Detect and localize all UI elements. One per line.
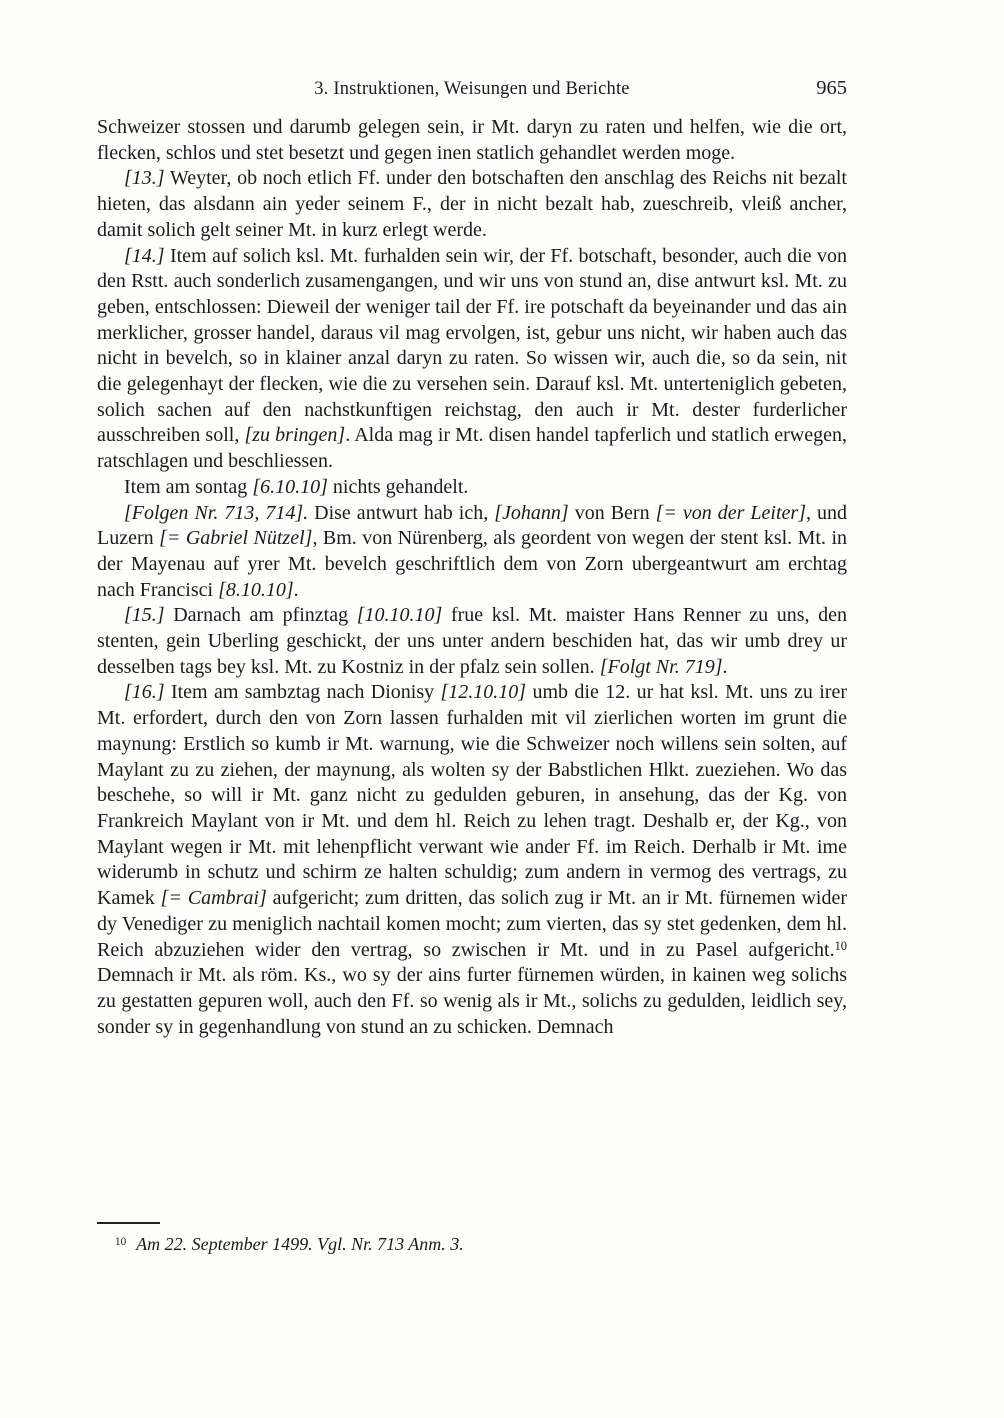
text-run: Demnach ir Mt. als röm. Ks., wo sy der ains furter fürnemen würden, in kainen weg solichs zu gestatten gepuren woll, auch den Ff. so wenig als ir Mt., solichs zu gedulden, leidlich sey, sonder sy in gegenhandlung von stund an zu schicken. Demnach: [97, 964, 847, 1038]
editorial-insertion: [12.10.10]: [440, 681, 527, 704]
text-run: Schweizer stossen und darumb gelegen sein, ir Mt. daryn zu raten und helfen, wie die ort, flecken, schlos und stet besetzt und gegen inen statlich gehandlet werden moge.: [97, 116, 847, 164]
text-run: Dise antwurt hab ich,: [308, 501, 495, 524]
text-run: von Bern: [568, 501, 656, 524]
editorial-insertion: [14.]: [124, 244, 165, 267]
footnote-marker: 10: [115, 1235, 127, 1248]
paragraph: [97, 115, 847, 166]
paragraph: [97, 680, 847, 1040]
editorial-insertion: [= Gabriel Nützel]: [159, 527, 313, 550]
footnote-block: [97, 1222, 847, 1256]
editorial-insertion: [10.10.10]: [356, 604, 443, 627]
editorial-insertion: [Folgt Nr. 719]: [599, 655, 723, 678]
editorial-insertion: [= von der Leiter]: [655, 501, 806, 524]
editorial-insertion: [8.10.10]: [218, 578, 294, 601]
footnote-text: Am 22. September 1499. Vgl. Nr. 713 Anm. 3.: [136, 1234, 464, 1254]
page-number: 965: [816, 77, 847, 99]
text-run: Weyter, ob noch etlich Ff. under den botschaften den anschlag des Reichs nit bezalt hieten, das alsdann ain yeder seinem F., der in nicht bezalt hab, zueschreib, vleiß ancher, damit solich gelt seiner Mt. in kurz erlegt werde.: [97, 167, 847, 241]
paragraph: [97, 166, 847, 243]
body-text: [97, 115, 847, 1040]
editorial-insertion: [13.]: [124, 167, 165, 190]
editorial-insertion: [= Cambrai]: [160, 887, 267, 910]
text-run: nichts gehandelt.: [327, 475, 469, 498]
text-run: , Bm. von Nürenberg, als geordent von wegen der stent ksl. Mt. in der Mayenau auf yrer Mt. bevelch geschriftlich dem von Zorn ubergeantwurt am erchtag nach Francisci: [97, 527, 847, 601]
editorial-insertion: [Johann]: [494, 501, 569, 524]
paragraph: [97, 475, 847, 501]
text-run: .: [293, 578, 299, 601]
text-run: . Alda mag ir Mt. disen handel tapferlich und statlich erwegen, ratschlagen und beschliessen.: [97, 424, 847, 473]
text-run: frue ksl. Mt. maister Hans Renner zu uns, den stenten, gein Uberling geschickt, der uns unter andern beschiden hat, das wir umb drey ur desselben tags bey ksl. Mt. zu Kostniz in der pfalz sein sollen.: [97, 604, 848, 678]
editorial-insertion: [Folgen Nr. 713, 714].: [124, 501, 309, 524]
paragraph: [97, 501, 847, 604]
footnote-separator: [97, 1222, 160, 1224]
text-run: Item am sontag: [124, 475, 253, 498]
paragraph: [97, 603, 847, 680]
text-run: Item am sambztag nach Dionisy: [164, 681, 441, 704]
footnote-reference: 10: [834, 938, 847, 953]
text-run: umb die 12. ur hat ksl. Mt. uns zu irer Mt. erfordert, durch den von Zorn lassen furhalden mit vil zierlichen worten im grunt die maynung: Erstlich so kumb ir Mt. warnung, wie die Schweizer noch willens sein solten, auf Maylant zu zu ziehen, der maynung, als wolten sy der Babstlichen Hlkt. zueziehen. Wo das beschehe, so will ir Mt. ganz nicht zu gedulden geburen, in ansehung, das der Kg. von Frankreich Maylant von ir Mt. und dem hl. Reich zu lehen tragt. Deshalb er, der Kg., von Maylant wegen ir Mt. mit lehenpflicht verwant wie ander Ff. im Reich. Derhalb ir Mt. ime widerumb in schutz und schirm ze halten schuldig; zum andern in vermog des vertrags, zu Kamek: [97, 681, 847, 910]
editorial-insertion: [6.10.10]: [252, 475, 328, 498]
text-run: Darnach am pfinztag: [164, 604, 357, 627]
running-header: [97, 79, 847, 105]
footnote: [97, 1232, 847, 1256]
text-run: Item auf solich ksl. Mt. furhalden sein wir, der Ff. botschaft, besonder, auch die von den Rstt. auch sonderlich zusamengangen, und wir uns von stund an, dise antwurt ksl. Mt. zu geben, entschlossen: Dieweil der weniger tail der Ff. ire potschaft da beyeinander und das ain merklicher, grosser handel, daraus vil mag ervolgen, ist, gebur uns nicht, wir haben auch das nicht in bevelch, so in klainer anzal daryn zu raten. So wissen wir, auch die, so da sein, nit die gelegenhayt der flecken, wie die zu versehen sein. Darauf ksl. Mt. unterteniglich gebeten, solich sachen auf den nachstkunftigen reichstag, den auch ir Mt. dester furderlicher ausschreiben soll,: [97, 244, 847, 447]
text-run: , und Luzern: [97, 501, 847, 550]
text-run: .: [722, 655, 728, 678]
editorial-insertion: [zu bringen]: [244, 424, 346, 447]
editorial-insertion: [15.]: [124, 604, 165, 627]
text-run: aufgericht; zum dritten, das solich zug ir Mt. an ir Mt. fürnemen wider dy Venediger zu meniglich nachtail komen mocht; zum vierten, das sy stet gedenken, dem hl. Reich abzuziehen wider den vertrag, so zwischen ir Mt. und in zu Pasel aufgericht.: [97, 887, 848, 961]
running-header-title: 3. Instruktionen, Weisungen und Berichte: [314, 79, 630, 99]
editorial-insertion: [16.]: [124, 681, 165, 704]
paragraph: [97, 244, 847, 475]
